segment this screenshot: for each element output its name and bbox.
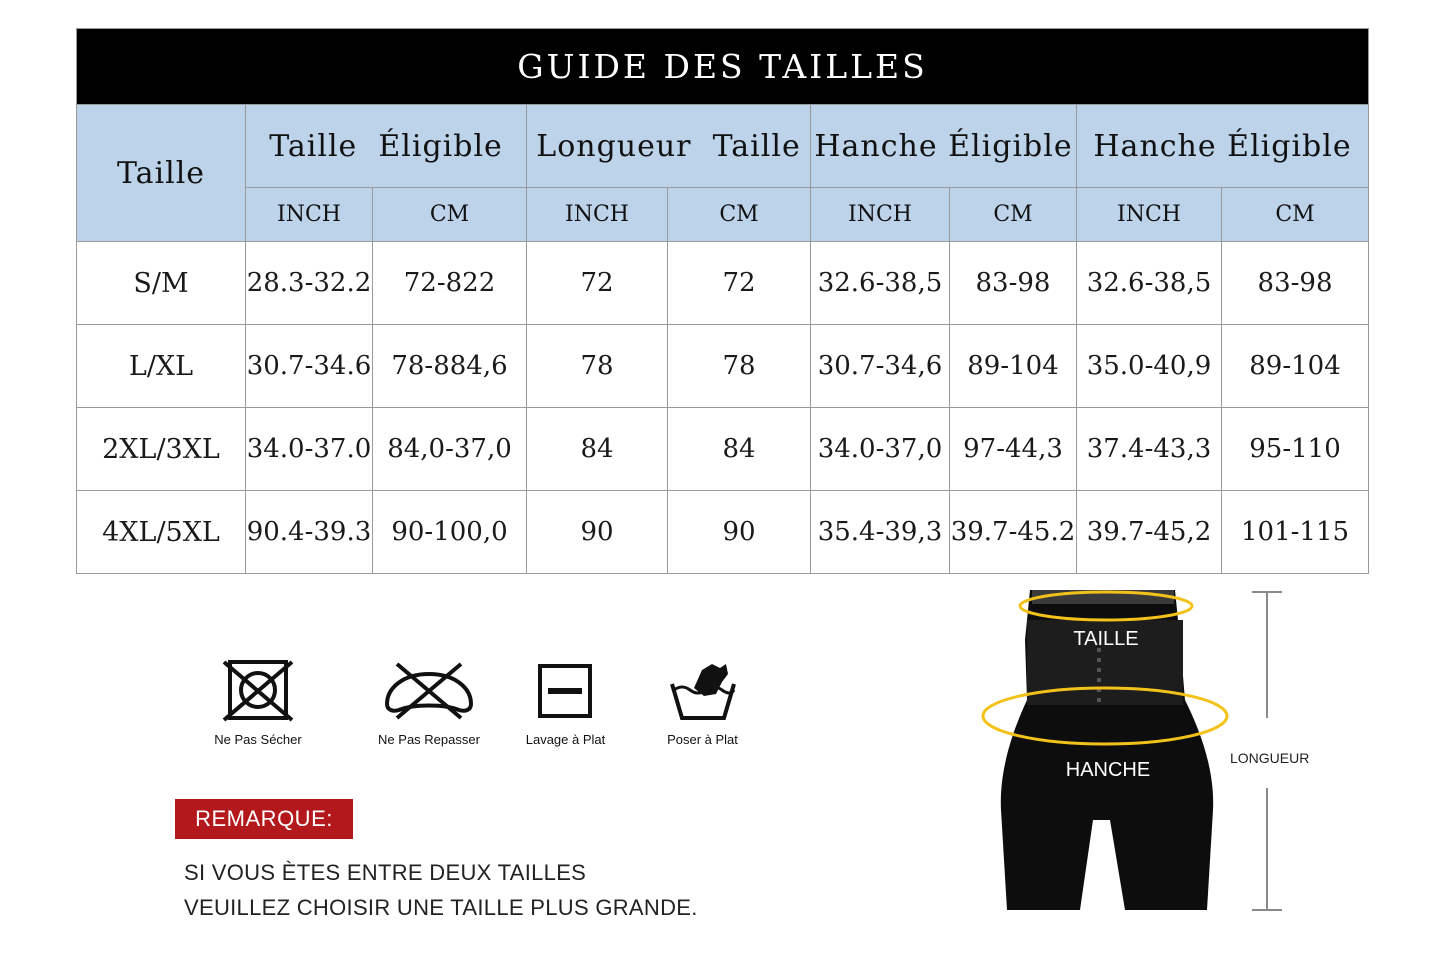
size-guide-table	[76, 28, 1369, 574]
table-cell: 72	[527, 242, 668, 325]
care-item-no-dry	[198, 660, 318, 747]
remark-line-1: SI VOUS ÈTES ENTRE DEUX TAILLES	[184, 860, 587, 885]
table-cell: 39.7-45,2	[1077, 491, 1222, 574]
unit-header: CM	[950, 188, 1077, 242]
table-cell: 84	[668, 408, 811, 491]
table-cell: 78	[527, 325, 668, 408]
table-cell: 83-98	[1222, 242, 1369, 325]
unit-header: CM	[668, 188, 811, 242]
length-label: LONGUEUR	[1230, 750, 1310, 766]
table-cell: 34.0-37,0	[811, 408, 950, 491]
waist-label: TAILLE	[1073, 628, 1139, 650]
table-cell: 89-104	[1222, 325, 1369, 408]
unit-header: INCH	[527, 188, 668, 242]
table-cell: 95-110	[1222, 408, 1369, 491]
care-label: Ne Pas Repasser	[378, 732, 480, 747]
table-cell: 35.0-40,9	[1077, 325, 1222, 408]
table-title: GUIDE DES TAILLES	[77, 29, 1369, 105]
size-cell: S/M	[77, 242, 246, 325]
table-cell: 72	[668, 242, 811, 325]
table-cell: 83-98	[950, 242, 1077, 325]
size-cell: 4XL/5XL	[77, 491, 246, 574]
remark-badge: REMARQUE:	[175, 799, 353, 839]
table-cell: 35.4-39,3	[811, 491, 950, 574]
table-cell: 84	[527, 408, 668, 491]
care-item-hand-wash	[645, 660, 760, 747]
table-cell: 84,0-37,0	[373, 408, 527, 491]
header-waist-eligible: Taille Éligible	[246, 105, 527, 188]
table-cell: 90	[668, 491, 811, 574]
header-waist-length: Longueur Taille	[527, 105, 811, 188]
unit-header: INCH	[1077, 188, 1222, 242]
care-label: Lavage à Plat	[525, 732, 606, 747]
table-cell: 78-884,6	[373, 325, 527, 408]
care-item-no-iron	[364, 660, 494, 747]
table-cell: 90	[527, 491, 668, 574]
table-cell: 37.4-43,3	[1077, 408, 1222, 491]
hip-label: HANCHE	[1065, 759, 1151, 781]
no-iron-icon	[381, 660, 477, 722]
header-size: Taille	[77, 105, 246, 242]
table-cell: 89-104	[950, 325, 1077, 408]
table-cell: 101-115	[1222, 491, 1369, 574]
hand-wash-icon	[668, 660, 738, 722]
table-cell: 30.7-34,6	[811, 325, 950, 408]
table-row	[77, 408, 1369, 491]
table-cell: 72-822	[373, 242, 527, 325]
table-cell: 32.6-38,5	[811, 242, 950, 325]
care-item-dry-flat	[508, 660, 623, 747]
unit-header: CM	[373, 188, 527, 242]
size-cell: 2XL/3XL	[77, 408, 246, 491]
table-cell: 28.3-32.2	[246, 242, 373, 325]
table-cell: 90.4-39.3	[246, 491, 373, 574]
table-cell: 32.6-38,5	[1077, 242, 1222, 325]
table-cell: 78	[668, 325, 811, 408]
table-row	[77, 242, 1369, 325]
care-label: Ne Pas Sécher	[214, 732, 302, 747]
unit-header: INCH	[811, 188, 950, 242]
header-hip-eligible-2: Hanche Éligible	[1077, 105, 1369, 188]
unit-header: INCH	[246, 188, 373, 242]
table-cell: 30.7-34.6	[246, 325, 373, 408]
header-hip-eligible: Hanche Éligible	[811, 105, 1077, 188]
table-cell: 34.0-37.0	[246, 408, 373, 491]
size-cell: L/XL	[77, 325, 246, 408]
dry-flat-icon	[536, 660, 596, 722]
remark-line-2: VEUILLEZ CHOISIR UNE TAILLE PLUS GRANDE.	[184, 895, 698, 920]
table-row	[77, 491, 1369, 574]
table-cell: 97-44,3	[950, 408, 1077, 491]
table-cell: 90-100,0	[373, 491, 527, 574]
table-cell: 39.7-45.2	[950, 491, 1077, 574]
table-row	[77, 325, 1369, 408]
unit-header: CM	[1222, 188, 1369, 242]
care-label: Poser à Plat	[667, 732, 738, 747]
no-tumble-dry-icon	[222, 660, 294, 722]
